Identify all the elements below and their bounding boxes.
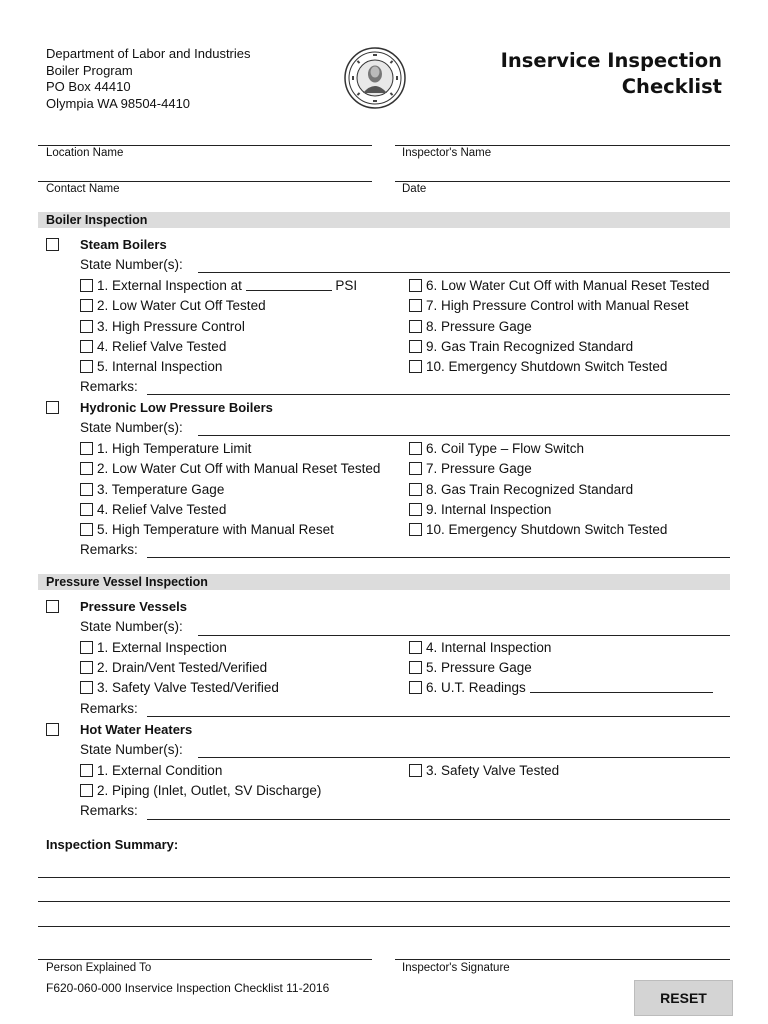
- state-seal-icon: [344, 47, 406, 109]
- person-explained-to-label: Person Explained To: [46, 962, 152, 974]
- checklist-item[interactable]: 4. Internal Inspection: [409, 640, 551, 656]
- checklist-item[interactable]: 2. Low Water Cut Off Tested: [80, 298, 266, 314]
- hot-water-heaters-title: Hot Water Heaters: [80, 722, 193, 737]
- pressure-vessels-title: Pressure Vessels: [80, 599, 187, 614]
- checkbox[interactable]: [80, 320, 93, 333]
- checklist-item[interactable]: 7. Pressure Gage: [409, 461, 532, 477]
- psi-field[interactable]: [246, 279, 332, 291]
- checkbox[interactable]: [80, 523, 93, 536]
- checkbox[interactable]: [409, 320, 422, 333]
- remarks-field[interactable]: [147, 394, 730, 395]
- address-line: Department of Labor and Industries: [46, 46, 251, 61]
- agency-address: [46, 46, 251, 112]
- checklist-item[interactable]: 6. Low Water Cut Off with Manual Reset Tested: [409, 278, 709, 294]
- checkbox[interactable]: [409, 483, 422, 496]
- inspection-summary-title: Inspection Summary:: [46, 837, 179, 852]
- checkbox[interactable]: [80, 503, 93, 516]
- checklist-item[interactable]: 7. High Pressure Control with Manual Reset: [409, 298, 689, 314]
- summary-line[interactable]: [38, 877, 730, 878]
- reset-button[interactable]: RESET: [634, 980, 733, 1016]
- hydronic-boilers-checkbox[interactable]: [46, 401, 59, 414]
- checklist-item[interactable]: 5. Internal Inspection: [80, 359, 222, 375]
- remarks-field[interactable]: [147, 716, 730, 717]
- person-explained-to-field[interactable]: [38, 959, 372, 960]
- checklist-item[interactable]: 3. Temperature Gage: [80, 482, 224, 498]
- checkbox[interactable]: [409, 764, 422, 777]
- steam-boilers-title: Steam Boilers: [80, 237, 167, 252]
- hydronic-boilers-title: Hydronic Low Pressure Boilers: [80, 400, 273, 415]
- state-numbers-field[interactable]: [198, 635, 730, 636]
- checkbox[interactable]: [80, 764, 93, 777]
- inspectors-signature-field[interactable]: [395, 959, 730, 960]
- checkbox[interactable]: [409, 523, 422, 536]
- pressure-vessels-checkbox[interactable]: [46, 600, 59, 613]
- checkbox[interactable]: [409, 681, 422, 694]
- address-line: Olympia WA 98504-4410: [46, 95, 191, 111]
- date-label: Date: [402, 183, 427, 195]
- checklist-item[interactable]: 5. Pressure Gage: [409, 660, 532, 676]
- checklist-item[interactable]: 10. Emergency Shutdown Switch Tested: [409, 522, 667, 538]
- checklist-item[interactable]: 5. High Temperature with Manual Reset: [80, 522, 334, 538]
- checkbox[interactable]: [80, 784, 93, 797]
- remarks-label: Remarks:: [80, 379, 138, 394]
- remarks-label: Remarks:: [80, 701, 138, 716]
- checklist-item[interactable]: 2. Low Water Cut Off with Manual Reset Tested: [80, 461, 380, 477]
- state-numbers-field[interactable]: [198, 435, 730, 436]
- state-numbers-field[interactable]: [198, 272, 730, 273]
- checklist-item[interactable]: 6. U.T. Readings: [409, 680, 713, 696]
- checklist-item[interactable]: 4. Relief Valve Tested: [80, 339, 226, 355]
- checklist-item[interactable]: 3. High Pressure Control: [80, 319, 245, 335]
- checklist-item[interactable]: 1. High Temperature Limit: [80, 441, 251, 457]
- checklist-item[interactable]: 6. Coil Type – Flow Switch: [409, 441, 584, 457]
- checklist-item[interactable]: 9. Gas Train Recognized Standard: [409, 339, 633, 355]
- checklist-item[interactable]: 1. External Inspection: [80, 640, 227, 656]
- hot-water-heaters-checkbox[interactable]: [46, 723, 59, 736]
- address-line: Boiler Program: [46, 62, 133, 78]
- checklist-item[interactable]: 9. Internal Inspection: [409, 502, 551, 518]
- checkbox[interactable]: [409, 503, 422, 516]
- ut-readings-field[interactable]: [530, 681, 713, 693]
- checkbox[interactable]: [409, 462, 422, 475]
- inspectors-name-label: Inspector's Name: [402, 147, 492, 159]
- checkbox[interactable]: [80, 299, 93, 312]
- checkbox[interactable]: [409, 661, 422, 674]
- state-numbers-label: State Number(s):: [80, 742, 183, 757]
- checklist-item[interactable]: 3. Safety Valve Tested/Verified: [80, 680, 279, 696]
- remarks-label: Remarks:: [80, 803, 138, 818]
- steam-boilers-checkbox[interactable]: [46, 238, 59, 251]
- checklist-item[interactable]: 1. External Condition: [80, 763, 222, 779]
- address-line: PO Box 44410: [46, 79, 131, 94]
- page-title: Inservice Inspection Checklist: [500, 49, 722, 98]
- checkbox[interactable]: [409, 641, 422, 654]
- remarks-label: Remarks:: [80, 542, 138, 557]
- summary-line[interactable]: [38, 901, 730, 902]
- checkbox[interactable]: [80, 340, 93, 353]
- checkbox[interactable]: [80, 661, 93, 674]
- location-name-label: Location Name: [46, 147, 124, 159]
- checklist-item[interactable]: 10. Emergency Shutdown Switch Tested: [409, 359, 667, 375]
- checkbox[interactable]: [409, 299, 422, 312]
- checkbox[interactable]: [80, 681, 93, 694]
- checkbox[interactable]: [80, 641, 93, 654]
- checklist-item[interactable]: 2. Piping (Inlet, Outlet, SV Discharge): [80, 783, 321, 799]
- state-numbers-label: State Number(s):: [80, 257, 183, 272]
- checkbox[interactable]: [80, 442, 93, 455]
- checklist-item[interactable]: 3. Safety Valve Tested: [409, 763, 559, 779]
- checkbox[interactable]: [80, 279, 93, 292]
- section-header-boiler: Boiler Inspection: [38, 212, 730, 228]
- checklist-item[interactable]: 4. Relief Valve Tested: [80, 502, 226, 518]
- checkbox[interactable]: [80, 360, 93, 373]
- state-numbers-label: State Number(s):: [80, 619, 183, 634]
- checklist-item[interactable]: 1. External Inspection at PSI: [80, 278, 357, 294]
- inspectors-signature-label: Inspector's Signature: [402, 962, 510, 974]
- checkbox[interactable]: [80, 462, 93, 475]
- form-id: F620-060-000 Inservice Inspection Checklist 11-2016: [46, 981, 330, 995]
- checkbox[interactable]: [409, 360, 422, 373]
- state-numbers-field[interactable]: [198, 757, 730, 758]
- checkbox[interactable]: [409, 340, 422, 353]
- checklist-item[interactable]: 8. Pressure Gage: [409, 319, 532, 335]
- state-numbers-label: State Number(s):: [80, 420, 183, 435]
- checkbox[interactable]: [409, 442, 422, 455]
- checklist-item[interactable]: 8. Gas Train Recognized Standard: [409, 482, 633, 498]
- remarks-field[interactable]: [147, 557, 730, 558]
- section-header-pressure-vessel: Pressure Vessel Inspection: [38, 574, 730, 590]
- contact-name-label: Contact Name: [46, 183, 120, 195]
- summary-line[interactable]: [38, 926, 730, 927]
- checklist-item[interactable]: 2. Drain/Vent Tested/Verified: [80, 660, 267, 676]
- checkbox[interactable]: [409, 279, 422, 292]
- remarks-field[interactable]: [147, 819, 730, 820]
- checkbox[interactable]: [80, 483, 93, 496]
